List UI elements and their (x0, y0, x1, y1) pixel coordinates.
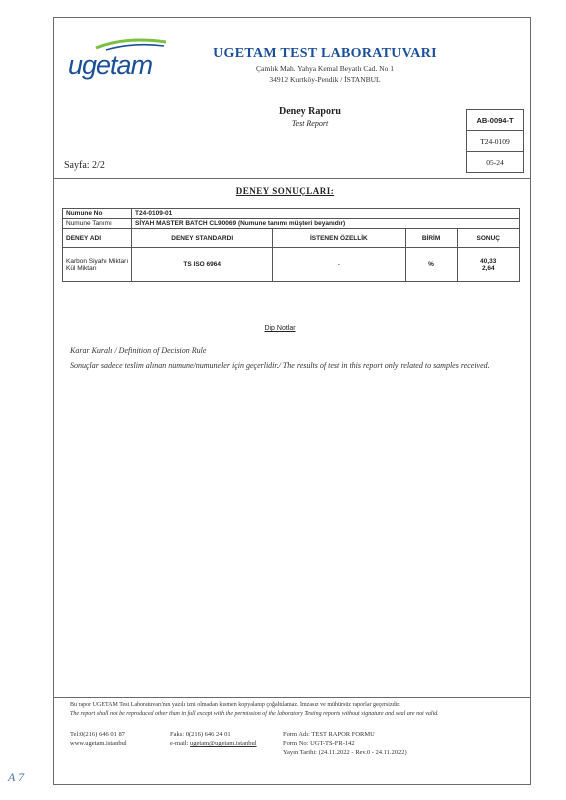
lab-name: UGETAM TEST LABORATUVARI (213, 46, 437, 61)
footer-divider (53, 697, 531, 698)
page-frame (53, 17, 531, 785)
col-result: SONUÇ (457, 229, 519, 248)
col-test-name: DENEY ADI (63, 229, 132, 248)
result-line1: 40,33 (480, 257, 497, 265)
form-date: Yayın Tarihi: (24.11.2022 - Rev.0 - 24.11.2022) (283, 749, 407, 756)
col-unit: BİRİM (405, 229, 457, 248)
report-date-code: 05-24 (486, 158, 504, 167)
handwritten-mark: A 7 (8, 770, 25, 784)
sample-no: T24-0109-01 (132, 209, 520, 219)
test-result (457, 248, 519, 282)
report-subtitle: Test Report (291, 119, 329, 128)
decision-rule: Karar Kuralı / Definition of Decision Rule (70, 346, 207, 355)
test-name-line1: Karbon Siyahı Miktarı (66, 257, 129, 265)
sample-desc-label: Numune Tanımı (63, 219, 132, 229)
footer-tel: Tel:0(216) 646 01 87 (70, 731, 125, 738)
footer-email-link[interactable]: ugetam@ugetam.istanbul (190, 740, 257, 747)
footer-contact-middle (170, 730, 257, 748)
results-table (62, 208, 520, 282)
address-line-1: Çamlık Mah. Yahya Kemal Beyatlı Cad. No 1 (256, 64, 394, 73)
footer-notice-en: The report shall not be reproduced other than in full except with the permission of the laboratory Testing reports without signature and seal are not valid. (70, 711, 439, 717)
footer-notice-tr: Bu rapor UGETAM Test Laboratuvarı'nın yazılı izni olmadan kısmen kopyalanıp çoğaltılamaz. İmzasız ve mühürsüz raporlar geçersizdir. (70, 702, 401, 708)
report-code-box (466, 109, 524, 173)
svg-text:ugetam: ugetam (68, 50, 153, 80)
form-name: Form Adı: TEST RAPOR FORMU (283, 731, 375, 738)
col-standard: DENEY STANDARDI (132, 229, 273, 248)
header-row (63, 229, 520, 248)
test-standard: TS ISO 6964 (132, 248, 273, 282)
sample-no-label: Numune No (63, 209, 132, 219)
col-required: İSTENEN ÖZELLİK (273, 229, 405, 248)
sample-no-row (63, 209, 520, 219)
address-line-2: 34912 Kurtköy-Pendik / İSTANBUL (269, 75, 381, 84)
sample-desc-row (63, 219, 520, 229)
test-name-line2: Kül Miktarı (66, 264, 97, 272)
notes-title: Dip Notlar (264, 325, 296, 332)
page-number: Sayfa: 2/2 (64, 160, 105, 171)
report-number: T24-0109 (467, 131, 523, 152)
test-required: - (273, 248, 405, 282)
result-line2: 2,64 (481, 264, 495, 272)
accreditation-code: AB-0094-T (467, 110, 523, 131)
footer-form-info (283, 730, 407, 757)
report-title: Deney Raporu (279, 106, 341, 117)
sample-desc: SİYAH MASTER BATCH CL90069 (Numune tanımı müşteri beyanıdır) (132, 219, 520, 229)
footer-web[interactable]: www.ugetam.istanbul (70, 740, 127, 747)
table-row (63, 248, 520, 282)
results-title: DENEY SONUÇLARI: (235, 186, 335, 196)
notes-text: Sonuçlar sadece teslim alınan numune/numuneler için geçerlidir./ The results of test in this report only related to samples received. (70, 361, 490, 370)
test-unit: % (405, 248, 457, 282)
footer-email-label: e-mail: (170, 740, 189, 747)
form-no: Form No: UGT-TS-FR-142 (283, 740, 355, 747)
footer-fax: Faks: 0(216) 646 24 01 (170, 731, 231, 738)
ugetam-logo (66, 36, 178, 82)
footer-email-row (170, 739, 257, 748)
test-name (63, 248, 132, 282)
footer-contact-left (70, 730, 127, 748)
header-divider (53, 178, 531, 179)
